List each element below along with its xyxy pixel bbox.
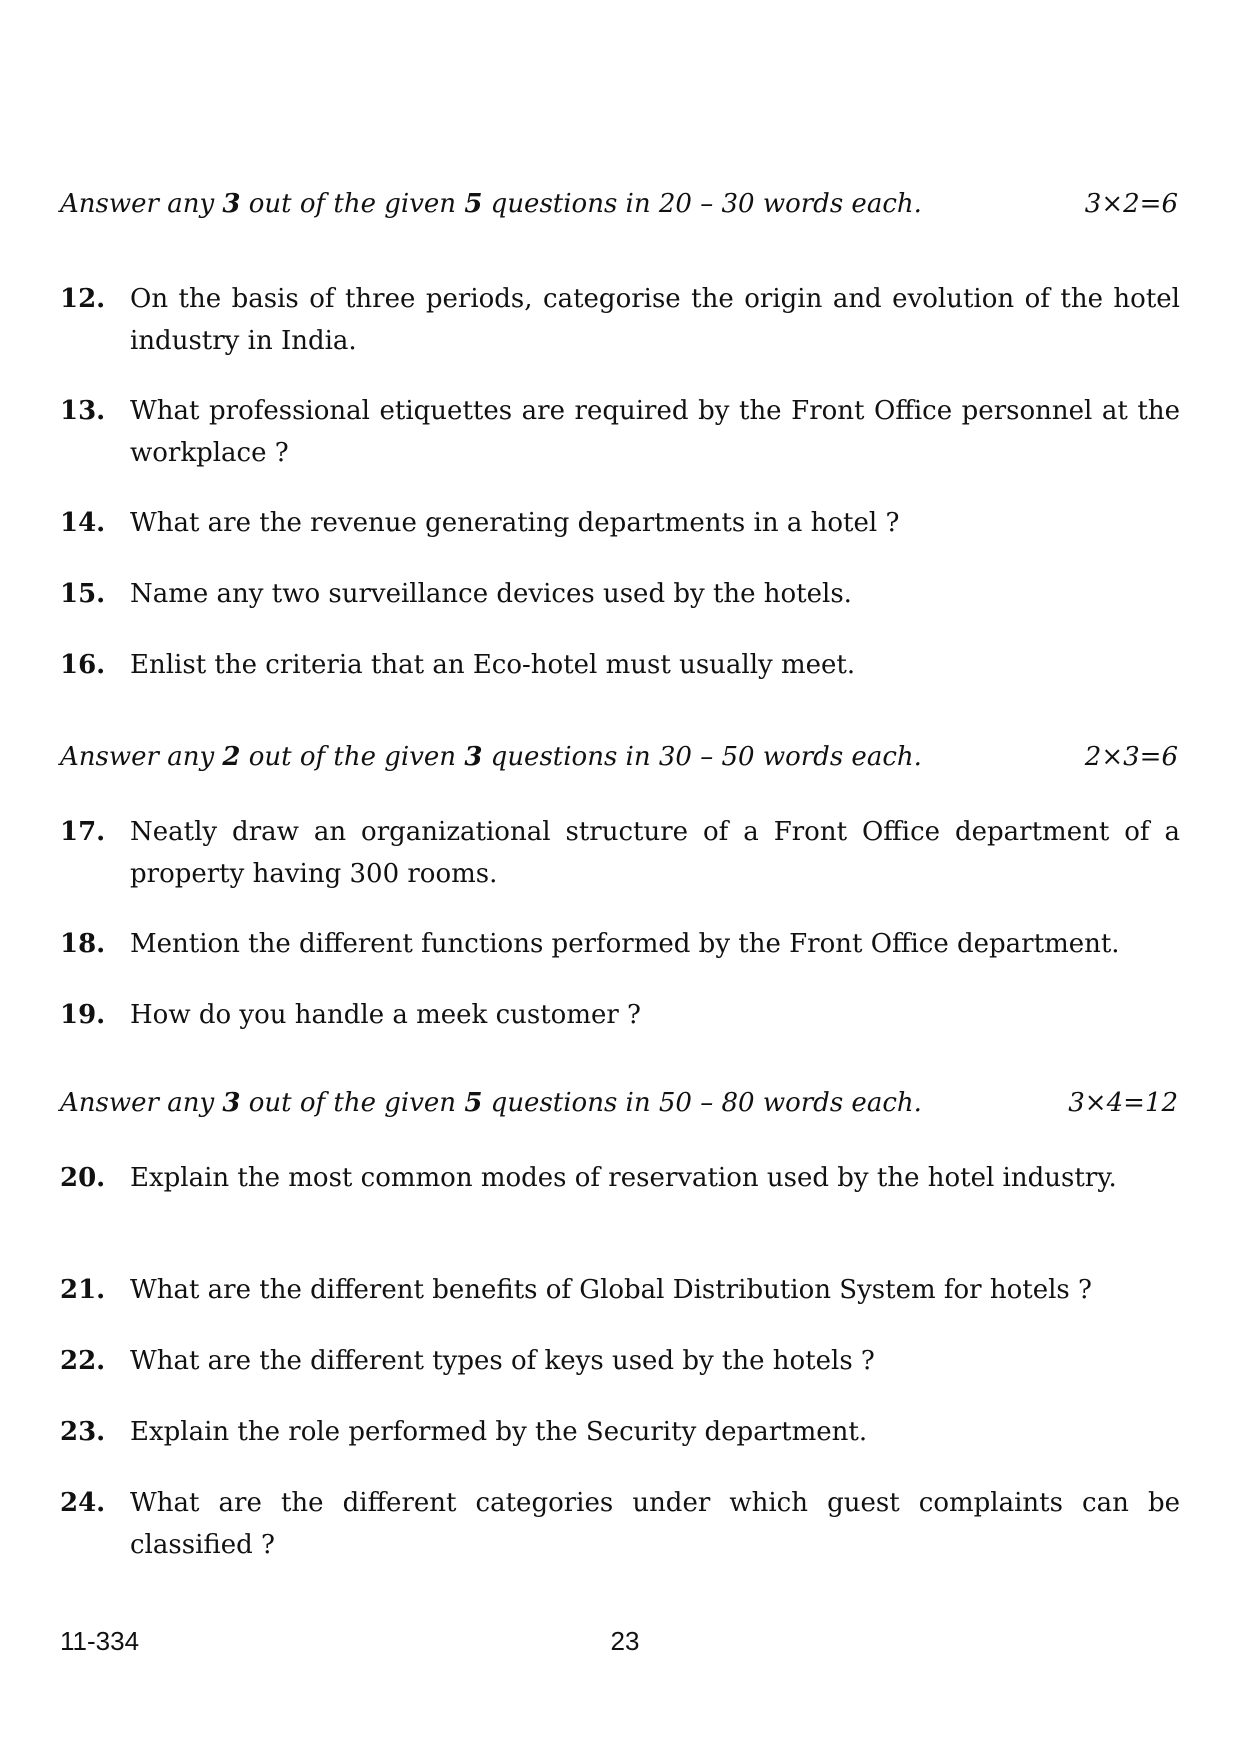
question-text: On the basis of three periods, categorise the origin and evolution of the hotel industry in India. (130, 284, 1180, 356)
section-3-instruction (60, 1087, 1178, 1119)
question-22 (60, 1340, 1120, 1382)
question-number: 13. (60, 396, 106, 426)
question-number: 18. (60, 929, 106, 959)
question-13 (60, 390, 1180, 474)
instruction-count: 3 (222, 189, 241, 219)
instruction-count: 3 (222, 1088, 241, 1118)
question-16 (60, 644, 1120, 686)
question-21 (60, 1269, 1120, 1311)
instruction-count: 2 (222, 742, 241, 772)
question-number: 21. (60, 1275, 106, 1305)
section-2-instruction (60, 741, 1178, 773)
instruction-pre: Answer any (60, 742, 223, 772)
question-number: 12. (60, 284, 106, 314)
instruction-pre: Answer any (60, 1088, 223, 1118)
question-text: Name any two surveillance devices used by the hotels. (130, 579, 852, 609)
question-number: 15. (60, 579, 106, 609)
question-20 (60, 1157, 1120, 1199)
question-text: What professional etiquettes are required by the Front Office personnel at the workplace ? (130, 396, 1180, 468)
question-23 (60, 1411, 1120, 1453)
question-text: What are the different benefits of Global Distribution System for hotels ? (130, 1275, 1092, 1305)
question-number: 20. (60, 1163, 106, 1193)
page-number: 23 (610, 1626, 640, 1656)
question-text: Explain the role performed by the Security department. (130, 1417, 868, 1447)
instruction-post: questions in 50 – 80 words each. (482, 1088, 922, 1118)
instruction-total: 5 (464, 189, 483, 219)
instruction-post: questions in 20 – 30 words each. (482, 189, 922, 219)
question-number: 14. (60, 508, 106, 538)
instruction-post: questions in 30 – 50 words each. (482, 742, 922, 772)
question-number: 16. (60, 650, 106, 680)
question-text: What are the revenue generating departments in a hotel ? (130, 508, 900, 538)
question-text: Neatly draw an organizational structure of a Front Office department of a property having 300 rooms. (130, 817, 1180, 889)
question-number: 24. (60, 1488, 106, 1518)
question-24 (60, 1482, 1180, 1566)
question-number: 23. (60, 1417, 106, 1447)
section-1-marks: 3×2=6 (1084, 189, 1178, 219)
paper-code: 11-334 (60, 1626, 140, 1656)
instruction-pre: Answer any (60, 189, 223, 219)
question-number: 17. (60, 817, 106, 847)
question-number: 22. (60, 1346, 106, 1376)
question-text: Mention the different functions performed by the Front Office department. (130, 929, 1120, 959)
section-1-instruction (60, 188, 1178, 220)
question-19 (60, 994, 1120, 1036)
section-2-marks: 2×3=6 (1084, 742, 1178, 772)
question-12 (60, 278, 1180, 362)
instruction-mid: out of the given (240, 189, 465, 219)
question-14 (60, 502, 1120, 544)
question-text: Explain the most common modes of reservation used by the hotel industry. (130, 1163, 1117, 1193)
question-text: What are the different types of keys used by the hotels ? (130, 1346, 875, 1376)
instruction-total: 5 (464, 1088, 483, 1118)
question-text: Enlist the criteria that an Eco-hotel must usually meet. (130, 650, 856, 680)
instruction-mid: out of the given (240, 742, 465, 772)
question-15 (60, 573, 1120, 615)
question-number: 19. (60, 1000, 106, 1030)
question-text: How do you handle a meek customer ? (130, 1000, 641, 1030)
instruction-total: 3 (464, 742, 483, 772)
question-17 (60, 811, 1180, 895)
instruction-mid: out of the given (240, 1088, 465, 1118)
section-3-marks: 3×4=12 (1068, 1088, 1178, 1118)
question-text: What are the different categories under which guest complaints can be classified ? (130, 1488, 1180, 1560)
question-18 (60, 923, 1120, 965)
